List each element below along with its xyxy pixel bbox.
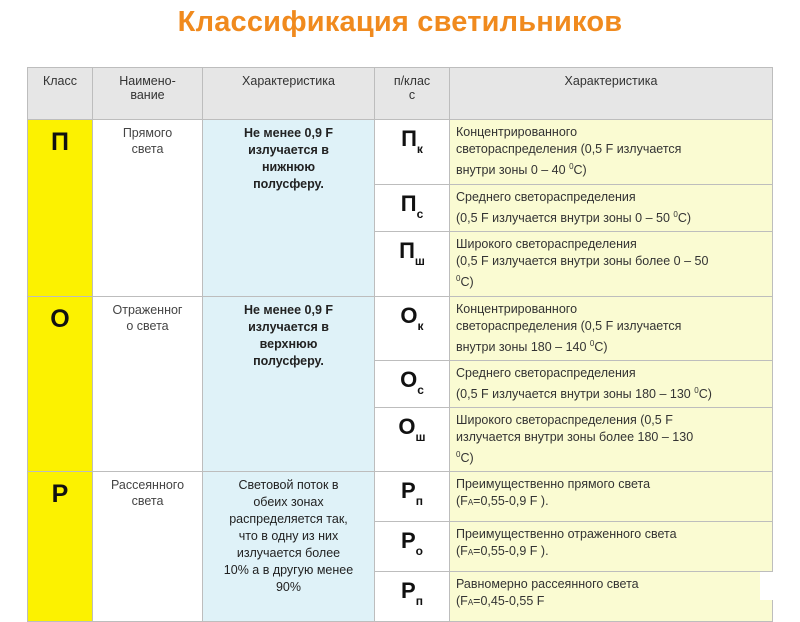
subclass-index: с <box>416 207 424 221</box>
subclass-cell <box>375 472 450 522</box>
header-name-line-1: Наимено- <box>119 74 176 88</box>
desc-text: С) <box>573 163 587 177</box>
subclass-cell <box>375 408 450 472</box>
header-class-label: Класс <box>42 74 78 88</box>
name-cell <box>93 120 203 297</box>
header-description <box>450 68 773 120</box>
header-name-line-2: вание <box>130 88 165 102</box>
class-cell: О <box>28 297 93 472</box>
desc-line <box>456 158 766 179</box>
desc-line <box>456 493 766 511</box>
degree-mark: 0 <box>569 162 574 171</box>
desc-line <box>456 270 766 291</box>
desc-line: Концентрированного <box>456 125 578 139</box>
degree-mark: 0 <box>589 339 595 348</box>
desc-subscript: А <box>467 548 474 557</box>
subclass-cell <box>375 572 450 622</box>
subclass-letter: П <box>400 191 417 216</box>
description-cell <box>450 120 773 185</box>
subclass-letter: Р <box>400 528 416 553</box>
table-row <box>28 297 773 361</box>
desc-line: (0,5 F излучается внутри зоны более 0 – 50 <box>456 254 709 268</box>
char-line: 10% а в другую менее <box>223 563 354 577</box>
desc-text: (0,5 F излучается внутри зоны 180 – 130 <box>456 387 695 401</box>
desc-line <box>456 543 766 561</box>
subclass-letter: П <box>401 126 417 151</box>
desc-line: светораспределения (0,5 F излучается <box>456 142 682 156</box>
desc-text: внутри зоны 180 – 140 <box>456 340 590 354</box>
desc-text: С) <box>677 211 692 225</box>
name-line: Отраженног <box>112 303 183 317</box>
subclass-letter: Р <box>401 478 416 503</box>
desc-text: =0,55-0,9 F ). <box>473 494 549 508</box>
char-line: полусферу. <box>253 354 324 368</box>
desc-text: (F <box>456 544 468 558</box>
subclass-cell <box>375 361 450 408</box>
desc-line <box>456 382 766 403</box>
degree-mark: 0 <box>456 450 461 459</box>
char-line: нижнюю <box>262 160 315 174</box>
description-cell <box>450 361 773 408</box>
name-line: света <box>131 494 164 508</box>
subclass-index: ш <box>415 430 426 444</box>
description-cell <box>450 522 773 572</box>
subclass-index: к <box>416 142 423 156</box>
desc-subscript: А <box>467 498 474 507</box>
subclass-cell <box>375 232 450 297</box>
char-line: обеих зонах <box>253 495 324 509</box>
table-row <box>28 472 773 522</box>
char-line: излучается в <box>248 143 329 157</box>
char-line: распределяется так, <box>229 512 348 526</box>
description-cell <box>450 408 773 472</box>
desc-text: С) <box>594 340 608 354</box>
char-line: Не менее 0,9 F <box>243 126 334 140</box>
name-cell <box>93 297 203 472</box>
header-subclass <box>375 68 450 120</box>
desc-line: Концентрированного <box>456 302 578 316</box>
desc-line <box>456 335 766 356</box>
name-line: о света <box>126 319 169 333</box>
subclass-letter: Р <box>401 578 416 603</box>
desc-line <box>456 446 766 467</box>
characteristic-cell <box>203 297 375 472</box>
desc-line: Широкого светораспределения <box>456 237 637 251</box>
table-row <box>28 120 773 185</box>
char-line: полусферу. <box>253 177 324 191</box>
description-cell <box>450 232 773 297</box>
header-characteristic-label: Характеристика <box>242 74 335 88</box>
class-cell: П <box>28 120 93 297</box>
name-cell <box>93 472 203 622</box>
header-class <box>28 68 93 120</box>
desc-line: Широкого светораспределения (0,5 F <box>456 413 673 427</box>
desc-text: внутри зоны 0 – 40 <box>456 163 570 177</box>
subclass-cell <box>375 522 450 572</box>
subclass-index: п <box>415 494 423 508</box>
characteristic-cell <box>203 472 375 622</box>
char-line: излучается более <box>236 546 341 560</box>
desc-line: Среднего светораспределения <box>456 190 636 204</box>
luminaire-classification-table <box>27 67 773 622</box>
subclass-cell <box>375 185 450 232</box>
char-line: Не менее 0,9 F <box>243 303 334 317</box>
header-description-label: Характеристика <box>564 74 658 88</box>
description-cell <box>450 185 773 232</box>
desc-text: =0,45-0,55 F <box>473 594 545 608</box>
char-line: Световой поток в <box>238 478 339 492</box>
desc-text: =0,55-0,9 F ). <box>473 544 549 558</box>
subclass-index: п <box>415 594 423 608</box>
corner-overlay <box>760 572 800 600</box>
characteristic-cell <box>203 120 375 297</box>
subclass-letter: О <box>400 303 418 328</box>
header-name <box>93 68 203 120</box>
desc-text: С) <box>698 387 712 401</box>
page-title: Классификация светильников <box>177 6 623 38</box>
name-line: света <box>131 142 164 156</box>
class-cell: Р <box>28 472 93 622</box>
char-line: верхнюю <box>259 337 318 351</box>
char-line: 90% <box>275 580 302 594</box>
desc-line: Равномерно рассеянного света <box>456 577 639 591</box>
header-characteristic <box>203 68 375 120</box>
desc-text: (0,5 F излучается внутри зоны 0 – 50 <box>456 211 674 225</box>
subclass-cell <box>375 120 450 185</box>
desc-line <box>456 206 766 227</box>
subclass-letter: О <box>400 367 418 392</box>
degree-mark: 0 <box>456 274 461 283</box>
desc-text: С) <box>460 275 474 289</box>
char-line: что в одну из них <box>238 529 339 543</box>
subclass-index: с <box>417 383 424 397</box>
subclass-index: о <box>415 544 424 558</box>
header-subclass-line-1: п/клас <box>393 74 431 88</box>
char-line: излучается в <box>248 320 329 334</box>
desc-text: (F <box>456 494 468 508</box>
subclass-index: к <box>417 319 424 333</box>
description-cell <box>450 297 773 361</box>
name-line: Прямого <box>122 126 173 140</box>
name-line: Рассеянного <box>110 478 185 492</box>
subclass-letter: О <box>398 414 416 439</box>
desc-line: Среднего светораспределения <box>456 366 636 380</box>
subclass-letter: П <box>399 238 415 263</box>
desc-text: С) <box>460 451 474 465</box>
desc-subscript: А <box>467 598 474 607</box>
subclass-cell <box>375 297 450 361</box>
desc-line: излучается внутри зоны более 180 – 130 <box>456 430 694 444</box>
desc-line: Преимущественно отраженного света <box>456 527 677 541</box>
table-header-row <box>28 68 773 120</box>
desc-text: (F <box>456 594 468 608</box>
description-cell <box>450 472 773 522</box>
degree-mark: 0 <box>694 386 699 395</box>
header-subclass-line-2: с <box>408 88 416 102</box>
subclass-index: ш <box>414 254 425 268</box>
desc-line <box>456 593 766 611</box>
desc-line: Преимущественно прямого света <box>456 477 651 491</box>
desc-line: светораспределения (0,5 F излучается <box>456 319 682 333</box>
description-cell <box>450 572 773 622</box>
degree-mark: 0 <box>673 210 678 219</box>
